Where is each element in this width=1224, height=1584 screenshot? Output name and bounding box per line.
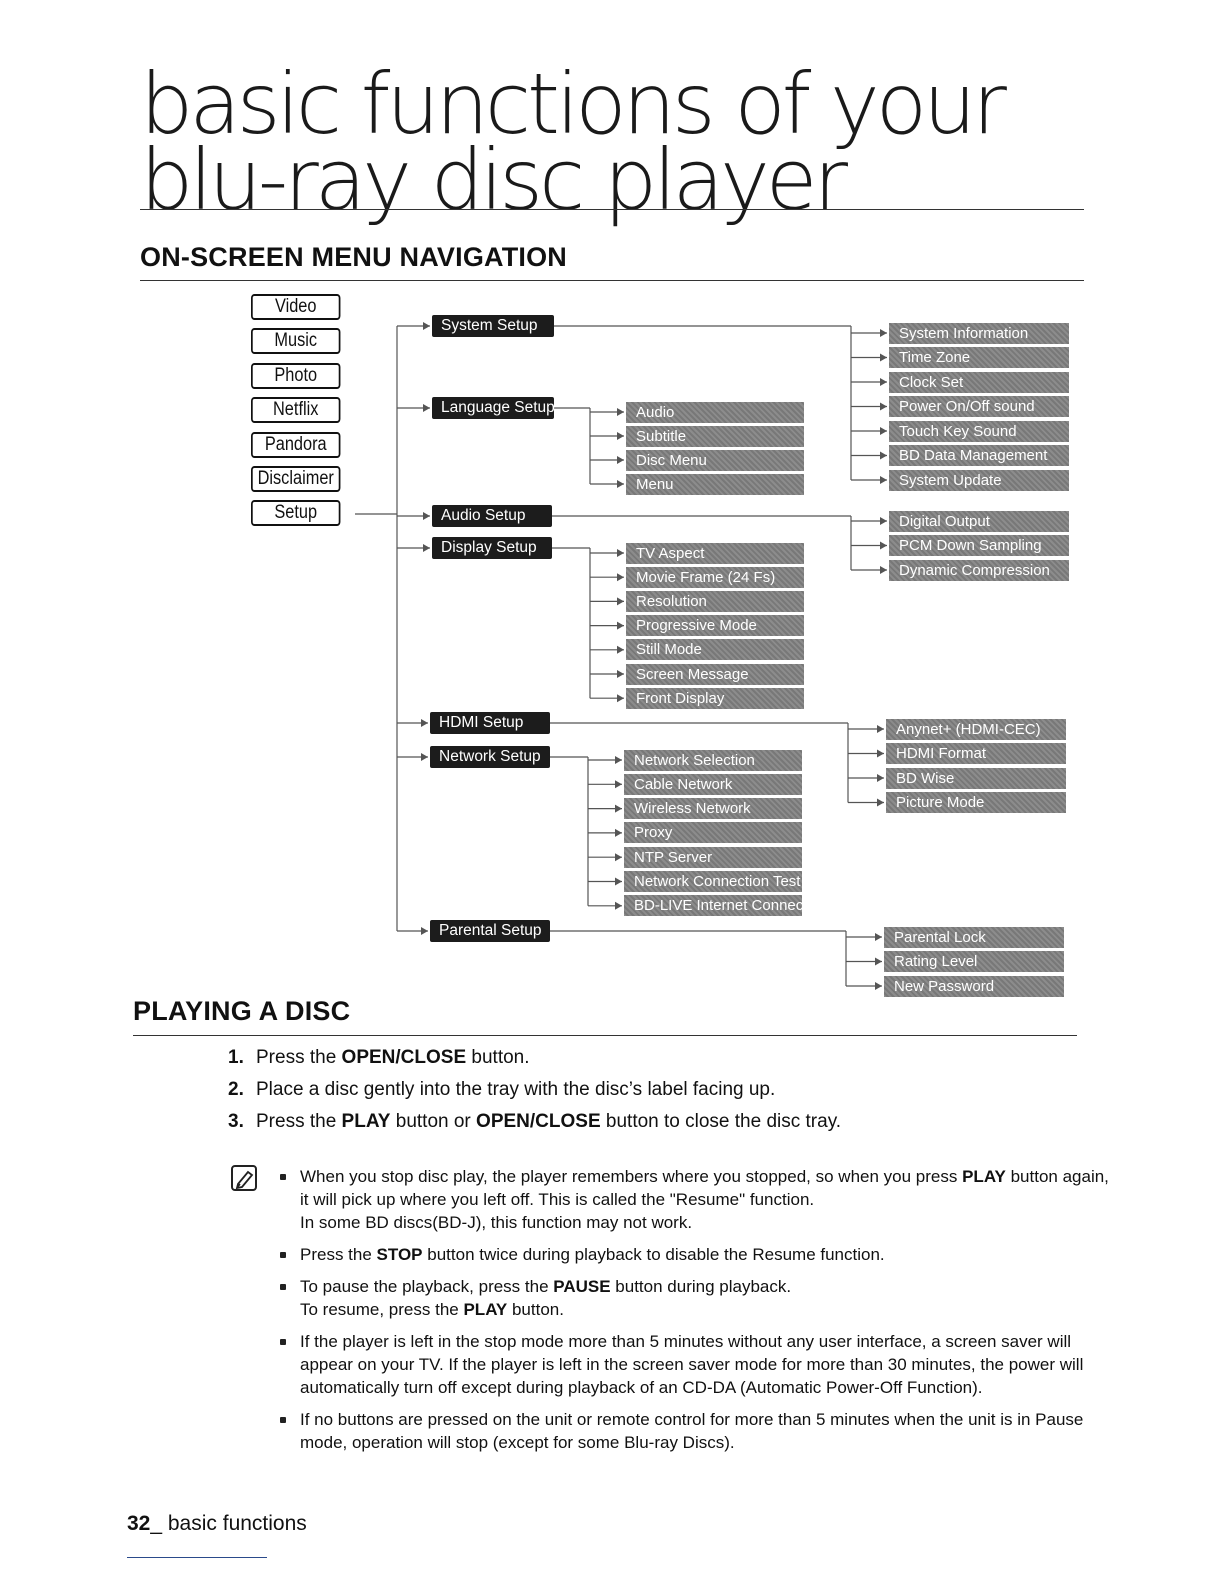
- note-text: button twice during playback to disable the Resume function.: [422, 1245, 885, 1264]
- submenu-resolution: Resolution: [626, 591, 804, 612]
- note-line: [300, 1431, 1066, 1454]
- note-item: [276, 1330, 1084, 1399]
- note-line: [300, 1211, 1066, 1234]
- page-footer: [127, 1512, 307, 1536]
- note-emphasis: PAUSE: [553, 1277, 611, 1296]
- note-emphasis: PLAY: [962, 1167, 1006, 1186]
- step-number: 2.: [228, 1079, 244, 1100]
- step-text: button to close the disc tray.: [600, 1111, 842, 1132]
- step-number: 3.: [228, 1111, 244, 1132]
- submenu-clock-set: Clock Set: [889, 372, 1069, 393]
- submenu-ntp-server: NTP Server: [624, 847, 802, 868]
- setup-display-setup: Display Setup: [432, 537, 552, 559]
- submenu-time-zone: Time Zone: [889, 347, 1069, 368]
- note-text: To pause the playback, press the: [300, 1277, 554, 1296]
- steps-list: [228, 1046, 841, 1142]
- note-text: automatically turn off except during playback of an CD-DA (Automatic Power-Off Function).: [300, 1378, 983, 1397]
- note-icon: [230, 1164, 260, 1192]
- main-menu-item-netflix: Netflix: [251, 397, 340, 423]
- step-text: button or: [390, 1111, 477, 1132]
- note-item: [276, 1165, 1109, 1234]
- main-menu-item-photo: Photo: [251, 363, 340, 389]
- submenu-wireless-network: Wireless Network: [624, 798, 802, 819]
- submenu-subtitle: Subtitle: [626, 426, 804, 447]
- setup-parental-setup: Parental Setup: [430, 920, 550, 942]
- note-item: [276, 1408, 1084, 1454]
- submenu-picture-mode: Picture Mode: [886, 792, 1066, 813]
- step-text: Press the: [256, 1111, 342, 1132]
- note-text: it will pick up where you left off. This is called the "Resume" function.: [300, 1190, 815, 1209]
- step-emphasis: OPEN/CLOSE: [476, 1111, 601, 1132]
- setup-hdmi-setup: HDMI Setup: [430, 712, 550, 734]
- note-text: appear on your TV. If the player is left in the screen saver mode for more than 30 minutes, the power will: [300, 1355, 1084, 1374]
- section-title-menu-navigation: ON-SCREEN MENU NAVIGATION: [140, 242, 568, 272]
- submenu-system-information: System Information: [889, 323, 1069, 344]
- submenu-pcm-down-sampling: PCM Down Sampling: [889, 535, 1069, 556]
- step-number: 1.: [228, 1047, 244, 1068]
- step-item: [228, 1078, 841, 1110]
- submenu-digital-output: Digital Output: [889, 511, 1069, 532]
- submenu-bd-wise: BD Wise: [886, 768, 1066, 789]
- step-item: [228, 1110, 841, 1142]
- note-text: mode, operation will stop (except for some Blu-ray Discs).: [300, 1433, 735, 1452]
- submenu-network-selection: Network Selection: [624, 750, 802, 771]
- note-line: [300, 1376, 1066, 1399]
- note-line: [300, 1330, 1072, 1353]
- submenu-parental-lock: Parental Lock: [884, 927, 1064, 948]
- notes-list: [276, 1165, 1109, 1463]
- main-menu-item-setup: Setup: [251, 500, 340, 526]
- submenu-tv-aspect: TV Aspect: [626, 543, 804, 564]
- submenu-network-connection-test: Network Connection Test: [624, 871, 802, 892]
- main-menu-item-disclaimer: Disclaimer: [251, 466, 340, 492]
- note-text: button.: [507, 1300, 564, 1319]
- note-line: [300, 1165, 1109, 1188]
- note-text: button again,: [1005, 1167, 1109, 1186]
- note-line: [300, 1298, 1066, 1321]
- submenu-front-display: Front Display: [626, 688, 804, 709]
- note-text: If no buttons are pressed on the unit or remote control for more than 5 minutes when the unit is in Pause: [300, 1410, 1084, 1429]
- submenu-power-on-off-sound: Power On/Off sound: [889, 396, 1069, 417]
- bullet-icon: [280, 1417, 286, 1423]
- note-text: Press the: [300, 1245, 377, 1264]
- submenu-system-update: System Update: [889, 470, 1069, 491]
- note-text: When you stop disc play, the player remembers where you stopped, so when you press: [300, 1167, 963, 1186]
- note-text: If the player is left in the stop mode more than 5 minutes without any user interface, a screen saver will: [300, 1332, 1072, 1351]
- submenu-rating-level: Rating Level: [884, 951, 1064, 972]
- submenu-dynamic-compression: Dynamic Compression: [889, 560, 1069, 581]
- setup-language-setup: Language Setup: [432, 397, 554, 419]
- section-title-playing-disc: PLAYING A DISC: [133, 996, 351, 1026]
- submenu-audio: Audio: [626, 402, 804, 423]
- note-item: [276, 1275, 1066, 1321]
- submenu-movie-frame-24-fs: Movie Frame (24 Fs): [626, 567, 804, 588]
- submenu-progressive-mode: Progressive Mode: [626, 615, 804, 636]
- note-line: [300, 1188, 1066, 1211]
- note-text: button during playback.: [610, 1277, 792, 1296]
- submenu-touch-key-sound: Touch Key Sound: [889, 421, 1069, 442]
- page-title-line-2: blu-ray disc player: [140, 131, 844, 229]
- submenu-proxy: Proxy: [624, 822, 802, 843]
- note-line: [300, 1275, 1066, 1298]
- bullet-icon: [280, 1284, 286, 1290]
- bullet-icon: [280, 1252, 286, 1258]
- setup-network-setup: Network Setup: [430, 746, 550, 768]
- step-item: [228, 1046, 841, 1078]
- submenu-cable-network: Cable Network: [624, 774, 802, 795]
- footer-underline: [127, 1557, 267, 1558]
- note-line: [300, 1353, 1084, 1376]
- note-emphasis: STOP: [376, 1245, 423, 1264]
- step-emphasis: PLAY: [341, 1111, 391, 1132]
- submenu-anynet-hdmi-cec: Anynet+ (HDMI-CEC): [886, 719, 1066, 740]
- section-divider-playing: [133, 1035, 1077, 1036]
- submenu-bd-data-management: BD Data Management: [889, 445, 1069, 466]
- main-menu-item-music: Music: [251, 328, 340, 354]
- submenu-new-password: New Password: [884, 976, 1064, 997]
- step-text: Place a disc gently into the tray with the disc’s label facing up.: [256, 1079, 776, 1100]
- note-emphasis: PLAY: [463, 1300, 508, 1319]
- submenu-bd-live-internet-connection: BD-LIVE Internet Connection: [624, 895, 802, 916]
- footer-label: _ basic functions: [150, 1512, 307, 1535]
- page-number: 32: [127, 1512, 151, 1535]
- submenu-disc-menu: Disc Menu: [626, 450, 804, 471]
- step-text: button.: [466, 1047, 530, 1068]
- note-line: [300, 1243, 1066, 1266]
- bullet-icon: [280, 1174, 286, 1180]
- setup-audio-setup: Audio Setup: [432, 505, 552, 527]
- note-text: In some BD discs(BD-J), this function may not work.: [300, 1213, 693, 1232]
- page-title-line-1: basic functions of your: [140, 55, 1003, 153]
- step-emphasis: OPEN/CLOSE: [341, 1047, 467, 1068]
- bullet-icon: [280, 1339, 286, 1345]
- setup-system-setup: System Setup: [432, 315, 554, 337]
- note-item: [276, 1243, 1066, 1266]
- note-line: [300, 1408, 1084, 1431]
- submenu-screen-message: Screen Message: [626, 664, 804, 685]
- submenu-still-mode: Still Mode: [626, 639, 804, 660]
- step-text: Press the: [256, 1047, 342, 1068]
- submenu-hdmi-format: HDMI Format: [886, 743, 1066, 764]
- submenu-menu: Menu: [626, 474, 804, 495]
- note-text: To resume, press the: [300, 1300, 464, 1319]
- main-menu-item-pandora: Pandora: [251, 432, 340, 458]
- main-menu-item-video: Video: [251, 294, 340, 320]
